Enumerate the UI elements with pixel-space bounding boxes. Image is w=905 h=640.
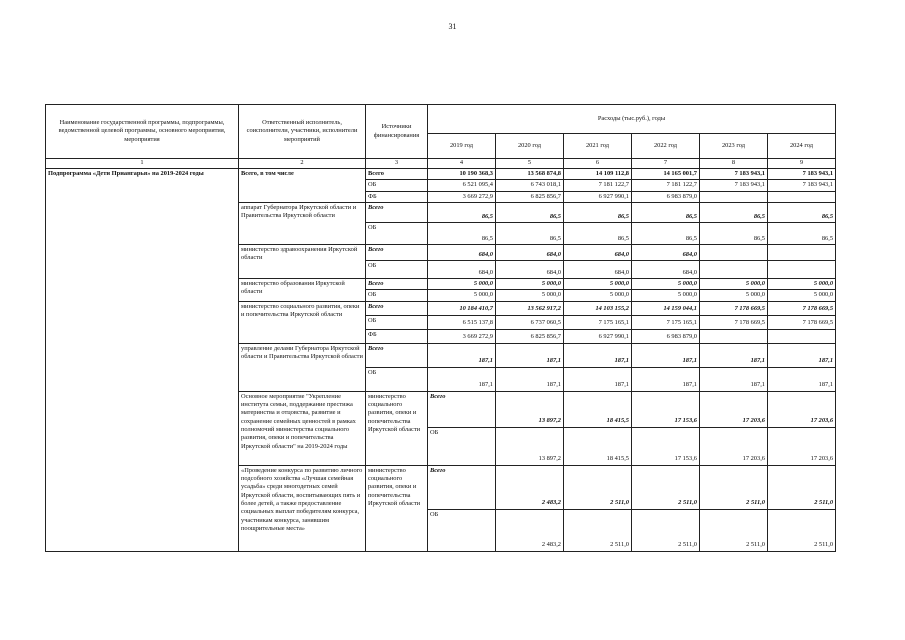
value-cell: 3 669 272,9 xyxy=(428,329,496,343)
value-cell xyxy=(768,329,836,343)
value-cell: 13 562 917,2 xyxy=(496,301,564,315)
value-cell: 86,5 xyxy=(564,222,632,244)
value-cell: 187,1 xyxy=(700,343,768,367)
value-cell: 187,1 xyxy=(564,367,632,391)
header-row xyxy=(46,105,836,134)
value-cell: 684,0 xyxy=(496,244,564,260)
value-cell: 7 178 669,5 xyxy=(700,315,768,329)
value-cell: 6 743 018,1 xyxy=(496,180,564,191)
index-row xyxy=(46,159,836,169)
value-cell: 7 183 943,1 xyxy=(700,169,768,180)
value-cell: 187,1 xyxy=(632,367,700,391)
value-cell: 3 669 272,9 xyxy=(428,191,496,202)
value-cell: 2 511,0 xyxy=(564,509,632,551)
value-cell: 14 159 044,1 xyxy=(632,301,700,315)
subprogram-executor: Всего, в том числе xyxy=(239,169,366,203)
value-cell xyxy=(700,244,768,260)
value-cell: 6 825 856,7 xyxy=(496,329,564,343)
source-cell: Всего xyxy=(366,343,428,367)
value-cell: 86,5 xyxy=(428,202,496,222)
value-cell: 5 000,0 xyxy=(700,278,768,289)
value-cell: 5 000,0 xyxy=(496,278,564,289)
value-cell: 5 000,0 xyxy=(768,290,836,301)
value-cell: 2 511,0 xyxy=(632,509,700,551)
value-cell: 13 897,2 xyxy=(496,427,564,465)
value-cell: 6 927 990,1 xyxy=(564,329,632,343)
source-cell: ОБ xyxy=(366,260,428,278)
value-cell: 6 515 137,8 xyxy=(428,315,496,329)
header-expenses: Расходы (тыс.руб.), годы xyxy=(428,105,836,134)
year-2024: 2024 год xyxy=(768,134,836,159)
value-cell xyxy=(768,260,836,278)
value-cell: 5 000,0 xyxy=(496,290,564,301)
value-cell: 10 190 368,3 xyxy=(428,169,496,180)
value-cell: 5 000,0 xyxy=(768,278,836,289)
value-cell: 2 511,0 xyxy=(700,465,768,509)
value-cell: 18 415,5 xyxy=(564,391,632,427)
value-cell: 684,0 xyxy=(632,260,700,278)
header-executor: Ответственный исполнитель, соисполнители, участники, исполнители мероприятий xyxy=(239,105,366,159)
year-2022: 2022 год xyxy=(632,134,700,159)
value-cell: 86,5 xyxy=(632,202,700,222)
value-cell: 86,5 xyxy=(496,202,564,222)
source-cell: Всего xyxy=(366,301,428,315)
executor-cell: управление делами Губернатора Иркутской области и Правительства Иркутской области xyxy=(239,343,366,391)
value-cell: 10 184 410,7 xyxy=(428,301,496,315)
header-source: Источники финансирования xyxy=(366,105,428,159)
executor-cell: аппарат Губернатора Иркутской области и Правительства Иркутской области xyxy=(239,202,366,244)
value-cell: 684,0 xyxy=(632,244,700,260)
value-cell: 2 511,0 xyxy=(700,509,768,551)
executor-cell: министерство социального развития, опеки и попечительства Иркутской области xyxy=(239,301,366,343)
year-2021: 2021 год xyxy=(564,134,632,159)
value-cell: 2 511,0 xyxy=(768,465,836,509)
value-cell: 5 000,0 xyxy=(632,290,700,301)
value-cell: 5 000,0 xyxy=(428,278,496,289)
value-cell: 7 178 669,5 xyxy=(768,315,836,329)
source-cell: ОБ xyxy=(428,509,496,551)
year-2019: 2019 год xyxy=(428,134,496,159)
value-cell: 684,0 xyxy=(496,260,564,278)
value-cell: 7 181 122,7 xyxy=(564,180,632,191)
index-cell: 2 xyxy=(239,159,366,169)
index-cell: 4 xyxy=(428,159,496,169)
value-cell: 5 000,0 xyxy=(564,290,632,301)
value-cell: 2 483,2 xyxy=(496,509,564,551)
value-cell: 5 000,0 xyxy=(428,290,496,301)
executor-cell: министерство здравоохранения Иркутской области xyxy=(239,244,366,278)
value-cell: 684,0 xyxy=(564,244,632,260)
index-cell: 8 xyxy=(700,159,768,169)
value-cell xyxy=(768,244,836,260)
value-cell: 684,0 xyxy=(428,260,496,278)
source-cell: Всего xyxy=(428,465,496,509)
value-cell: 86,5 xyxy=(428,222,496,244)
value-cell: 6 927 990,1 xyxy=(564,191,632,202)
value-cell: 684,0 xyxy=(564,260,632,278)
expenses-table xyxy=(45,104,836,552)
year-2020: 2020 год xyxy=(496,134,564,159)
value-cell: 187,1 xyxy=(496,367,564,391)
value-cell: 13 568 874,8 xyxy=(496,169,564,180)
value-cell: 6 983 879,0 xyxy=(632,191,700,202)
executor-cell: министерство социального развития, опеки и попечительства Иркутской области xyxy=(366,465,428,551)
value-cell: 17 203,6 xyxy=(768,391,836,427)
value-cell: 17 203,6 xyxy=(700,391,768,427)
executor-cell: министерство образования Иркутской области xyxy=(239,278,366,301)
value-cell: 2 483,2 xyxy=(496,465,564,509)
value-cell: 14 109 112,8 xyxy=(564,169,632,180)
value-cell: 7 178 669,5 xyxy=(700,301,768,315)
value-cell: 5 000,0 xyxy=(564,278,632,289)
header-name: Наименование государственной программы, подпрограммы, ведомственной целевой программы, основного мероприятия, мероприятия xyxy=(46,105,239,159)
value-cell: 6 737 060,5 xyxy=(496,315,564,329)
activity-name: Основное мероприятие "Укрепление института семьи, поддержание престижа материнства и отцовства, развитие и сохранение семейных ценностей в рамках полномочий министерства социального развития, опеки и попечительства Иркутской области" на 2019-2024 годы xyxy=(239,391,366,465)
executor-cell: министерство социального развития, опеки и попечительства Иркутской области xyxy=(366,391,428,465)
source-cell: ОБ xyxy=(366,290,428,301)
value-cell: 17 153,6 xyxy=(632,391,700,427)
value-cell: 14 165 001,7 xyxy=(632,169,700,180)
index-cell: 6 xyxy=(564,159,632,169)
value-cell: 684,0 xyxy=(428,244,496,260)
value-cell: 187,1 xyxy=(768,367,836,391)
value-cell: 7 181 122,7 xyxy=(632,180,700,191)
value-cell: 7 175 165,1 xyxy=(564,315,632,329)
year-2023: 2023 год xyxy=(700,134,768,159)
value-cell: 86,5 xyxy=(496,222,564,244)
value-cell: 187,1 xyxy=(564,343,632,367)
index-cell: 1 xyxy=(46,159,239,169)
source-cell: ОБ xyxy=(366,222,428,244)
value-cell: 187,1 xyxy=(496,343,564,367)
source-cell: Всего xyxy=(366,244,428,260)
value-cell: 86,5 xyxy=(564,202,632,222)
value-cell: 2 511,0 xyxy=(632,465,700,509)
page-number: 31 xyxy=(448,22,457,31)
value-cell: 17 203,6 xyxy=(700,427,768,465)
activity-name: «Проведение конкурса по развитию личного подсобного хозяйства «Лучшая семейная усадьба» среди многодетных семей Иркутской области, воспитывающих пять и более детей, а также предоставление социальных выплат победителям конкурса, участникам конкурса, занявшим поощрительные места» xyxy=(239,465,366,551)
source-cell: ФБ xyxy=(366,329,428,343)
value-cell: 187,1 xyxy=(632,343,700,367)
value-cell: 7 183 943,1 xyxy=(768,180,836,191)
value-cell: 86,5 xyxy=(700,222,768,244)
value-cell: 86,5 xyxy=(768,202,836,222)
value-cell: 5 000,0 xyxy=(700,290,768,301)
value-cell: 18 415,5 xyxy=(564,427,632,465)
value-cell: 7 183 943,1 xyxy=(768,169,836,180)
source-cell: ФБ xyxy=(366,191,428,202)
value-cell: 6 521 095,4 xyxy=(428,180,496,191)
value-cell: 2 511,0 xyxy=(564,465,632,509)
value-cell: 6 983 879,0 xyxy=(632,329,700,343)
source-cell: ОБ xyxy=(428,427,496,465)
source-cell: Всего xyxy=(366,202,428,222)
value-cell: 187,1 xyxy=(428,367,496,391)
index-cell: 3 xyxy=(366,159,428,169)
value-cell: 7 175 165,1 xyxy=(632,315,700,329)
value-cell: 86,5 xyxy=(768,222,836,244)
value-cell xyxy=(768,191,836,202)
value-cell: 86,5 xyxy=(632,222,700,244)
source-cell: Всего xyxy=(366,169,428,180)
value-cell: 5 000,0 xyxy=(632,278,700,289)
table-row xyxy=(46,169,836,180)
value-cell: 187,1 xyxy=(768,343,836,367)
value-cell: 14 103 155,2 xyxy=(564,301,632,315)
value-cell: 13 897,2 xyxy=(496,391,564,427)
index-cell: 9 xyxy=(768,159,836,169)
value-cell: 6 825 856,7 xyxy=(496,191,564,202)
subprogram-name: Подпрограмма «Дети Приангарья» на 2019-2024 годы xyxy=(46,169,239,552)
source-cell: Всего xyxy=(428,391,496,427)
value-cell xyxy=(700,260,768,278)
value-cell: 2 511,0 xyxy=(768,509,836,551)
value-cell: 7 178 669,5 xyxy=(768,301,836,315)
value-cell: 17 203,6 xyxy=(768,427,836,465)
source-cell: ОБ xyxy=(366,315,428,329)
source-cell: ОБ xyxy=(366,367,428,391)
value-cell: 86,5 xyxy=(700,202,768,222)
value-cell xyxy=(700,329,768,343)
source-cell: Всего xyxy=(366,278,428,289)
value-cell: 187,1 xyxy=(428,343,496,367)
value-cell: 187,1 xyxy=(700,367,768,391)
source-cell: ОБ xyxy=(366,180,428,191)
value-cell: 7 183 943,1 xyxy=(700,180,768,191)
value-cell xyxy=(700,191,768,202)
index-cell: 5 xyxy=(496,159,564,169)
index-cell: 7 xyxy=(632,159,700,169)
value-cell: 17 153,6 xyxy=(632,427,700,465)
